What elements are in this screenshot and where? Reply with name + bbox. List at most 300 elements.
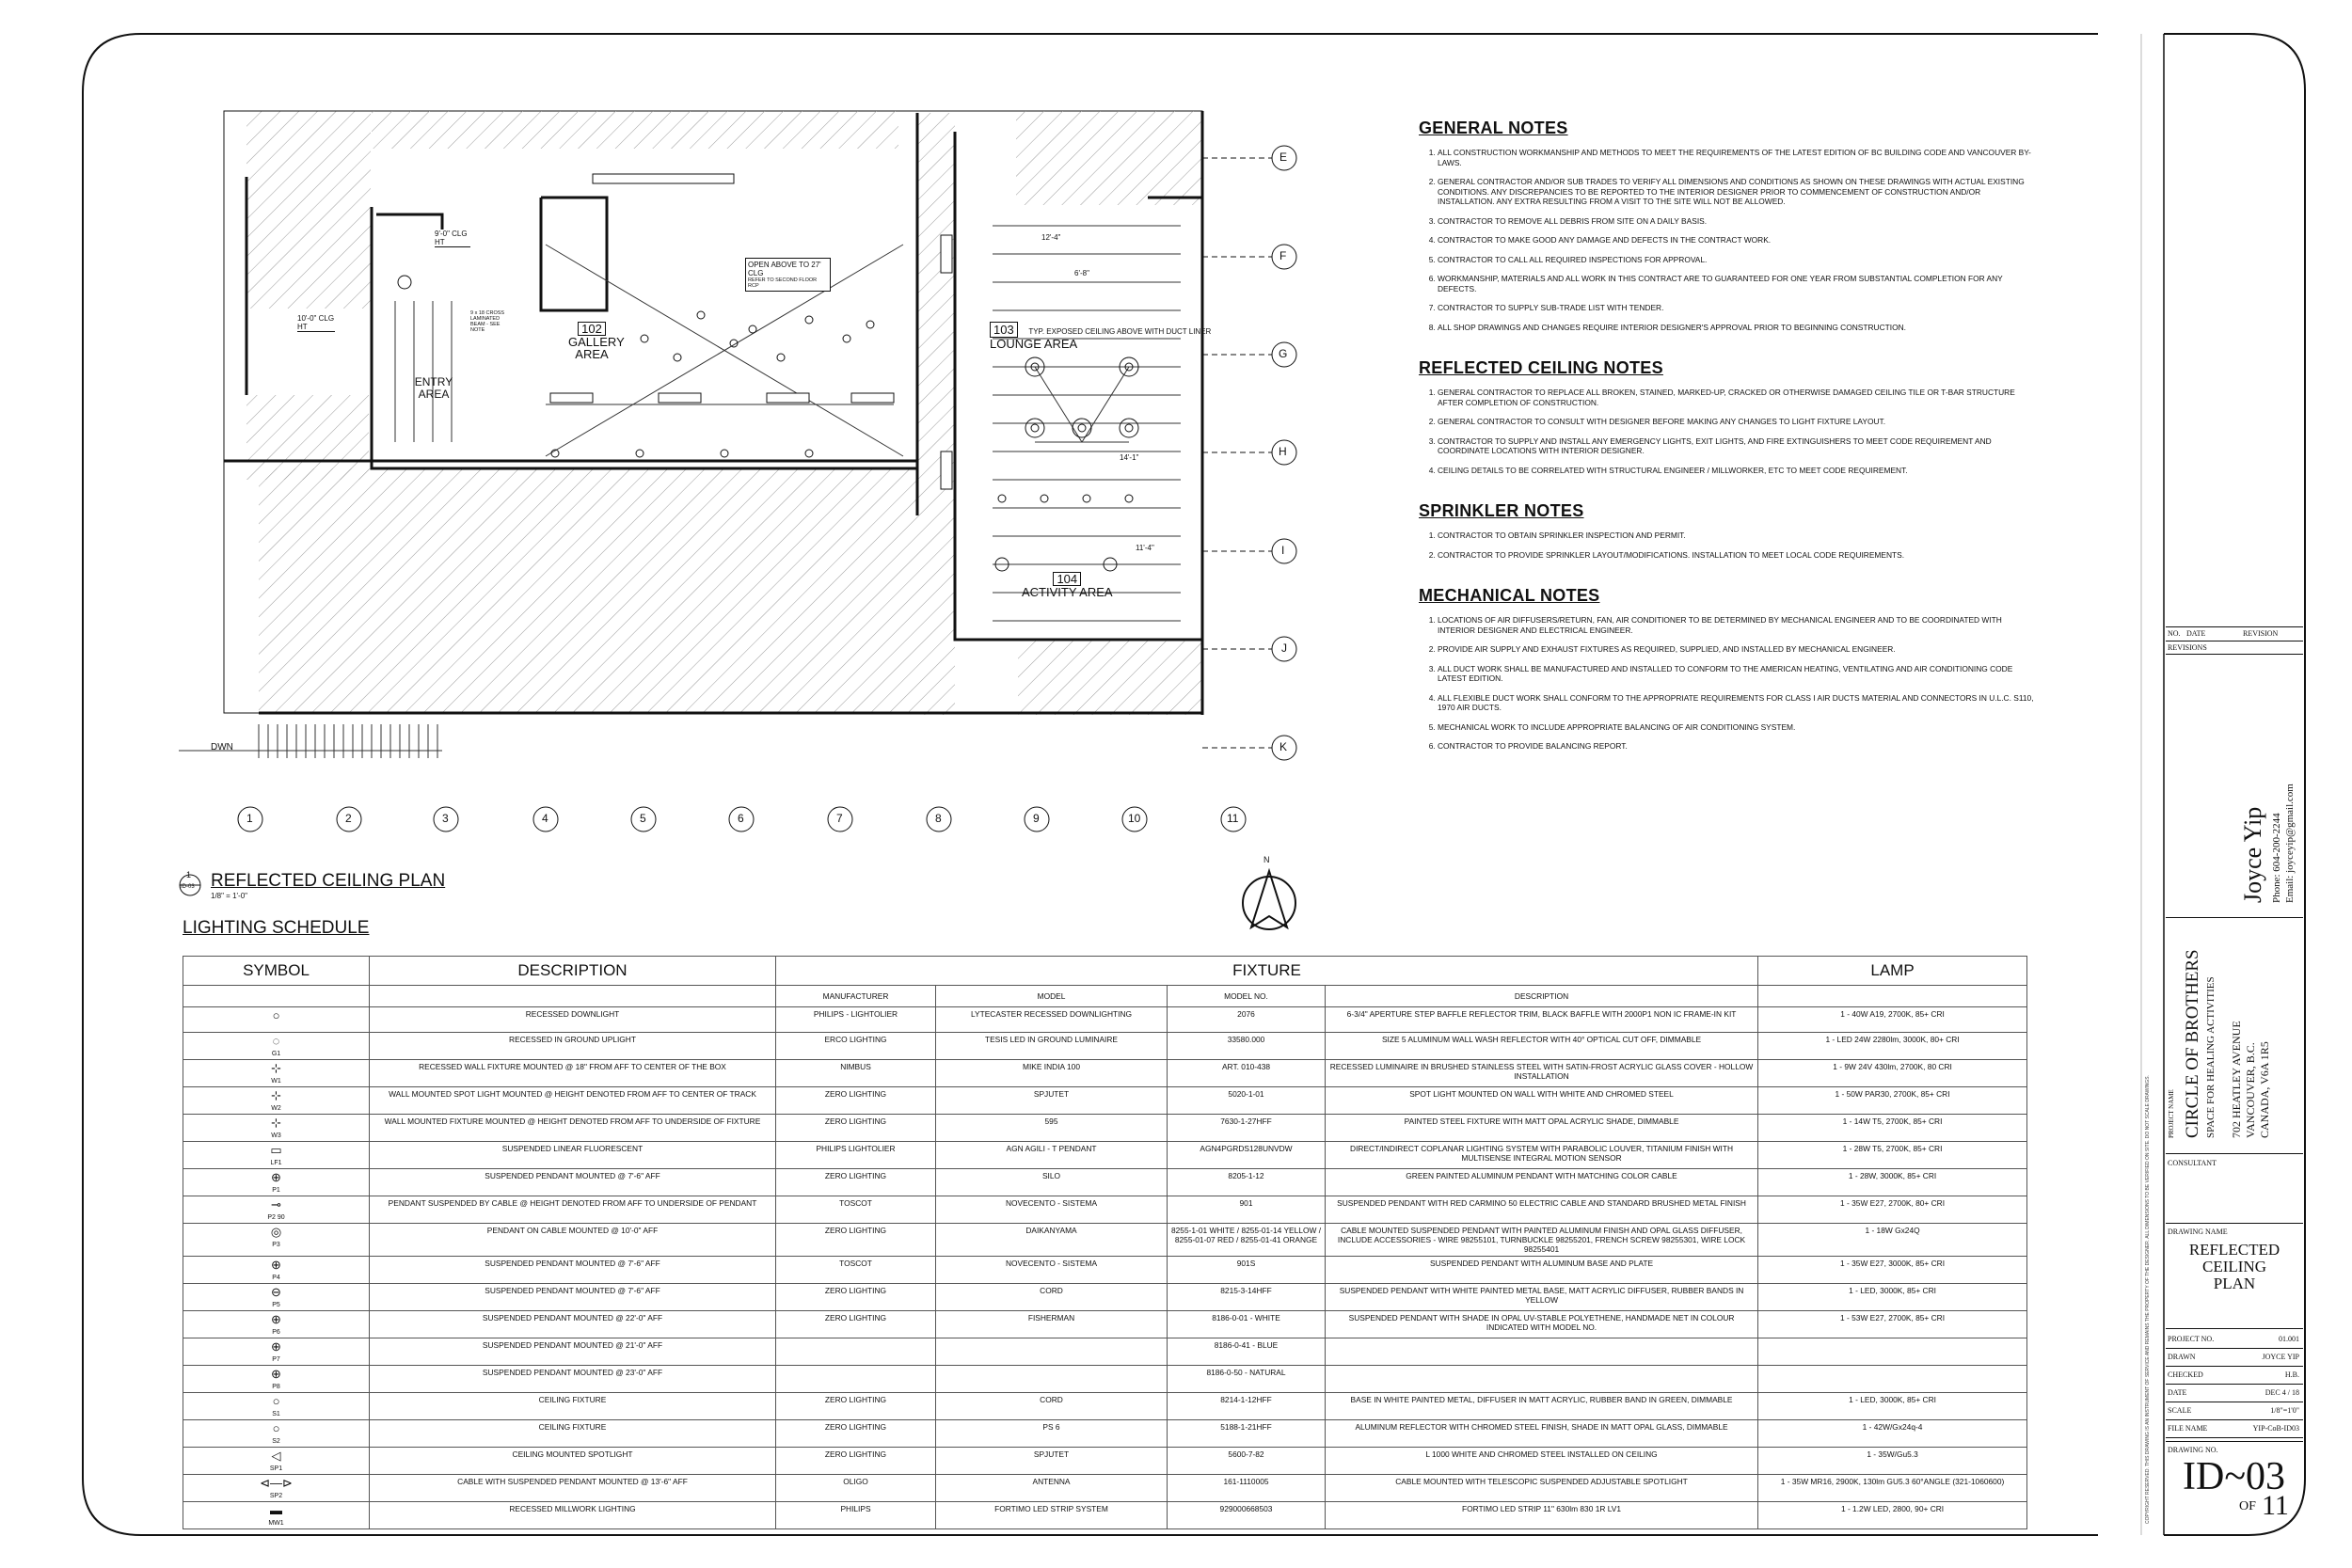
grid-col-label: 7 <box>836 812 843 825</box>
subheader-model: MODEL <box>936 986 1168 1007</box>
subheader-manufacturer: MANUFACTURER <box>776 986 936 1007</box>
cell-fdesc: RECESSED LUMINAIRE IN BRUSHED STAINLESS STEEL WITH SATIN-FROST ACRYLIC GLASS COVER - HOLLOW INSTALLATION <box>1326 1060 1758 1087</box>
cell-desc: SUSPENDED PENDANT MOUNTED @ 7'-6" AFF <box>370 1169 776 1196</box>
cell-desc: SUSPENDED PENDANT MOUNTED @ 7'-6" AFF <box>370 1257 776 1284</box>
fixture-symbol-label: P5 <box>272 1302 280 1308</box>
info-value: 1/8"=1'0" <box>2270 1406 2299 1415</box>
cell-no: 8186-0-50 - NATURAL <box>1168 1366 1326 1393</box>
open-above-text: OPEN ABOVE TO 27' CLG <box>748 261 821 277</box>
note-item: 7. CONTRACTOR TO SUPPLY SUB-TRADE LIST WITH TENDER. <box>1438 303 2040 313</box>
fixture-symbol-icon: ⊹ <box>271 1061 281 1075</box>
fixture-symbol-label: P4 <box>272 1275 280 1281</box>
info-label: DATE <box>2168 1388 2187 1397</box>
header-lamp: LAMP <box>1758 957 2027 986</box>
cell-model <box>936 1366 1168 1393</box>
cell-model: TESIS LED IN GROUND LUMINAIRE <box>936 1033 1168 1060</box>
grid-col-label: 11 <box>1227 812 1239 825</box>
project-name: CIRCLE OF BROTHERS <box>2183 949 2202 1138</box>
symbol-cell <box>183 1224 370 1257</box>
cell-model: NOVECENTO - SISTEMA <box>936 1257 1168 1284</box>
table-row <box>183 1115 2027 1142</box>
note-item: 1. CONTRACTOR TO OBTAIN SPRINKLER INSPECTION AND PERMIT. <box>1438 531 2040 541</box>
fixture-symbol-label: MW1 <box>268 1520 284 1527</box>
fixture-symbol-icon: ◎ <box>270 1225 282 1239</box>
cell-fdesc: SUSPENDED PENDANT WITH SHADE IN OPAL UV-STABLE POLYETHENE, HANDMADE NET IN COLOUR INDICATED WITH MODEL NO. <box>1326 1311 1758 1338</box>
fixture-symbol-label: P1 <box>272 1187 280 1194</box>
cell-no: 8255-1-01 WHITE / 8255-01-14 YELLOW / 8255-01-07 RED / 8255-01-41 ORANGE <box>1168 1224 1326 1257</box>
info-row <box>2166 1331 2303 1349</box>
lighting-schedule-title: LIGHTING SCHEDULE <box>183 918 370 938</box>
designer-name: Joyce Yip <box>2239 806 2266 903</box>
cell-mfr <box>776 1366 936 1393</box>
cell-lamp: 1 - LED, 3000K, 85+ CRI <box>1758 1393 2027 1420</box>
cell-desc: WALL MOUNTED SPOT LIGHT MOUNTED @ HEIGHT DENOTED FROM AFF TO CENTER OF TRACK <box>370 1087 776 1115</box>
cell-mfr: ZERO LIGHTING <box>776 1311 936 1338</box>
cell-mfr <box>776 1338 936 1366</box>
table-row <box>183 1224 2027 1257</box>
cell-model: CORD <box>936 1393 1168 1420</box>
fixture-symbol-icon: ⊹ <box>271 1116 281 1130</box>
consultant-label: CONSULTANT <box>2168 1159 2217 1167</box>
fixture-symbol-icon: ○ <box>272 1394 280 1408</box>
cell-desc: SUSPENDED PENDANT MOUNTED @ 23'-0" AFF <box>370 1366 776 1393</box>
grid-col-label: 2 <box>345 812 352 825</box>
plan-scale: 1/8" = 1'-0" <box>211 892 248 900</box>
cell-lamp: 1 - 35W/Gu5.3 <box>1758 1448 2027 1475</box>
fixture-symbol-label: P3 <box>272 1242 280 1248</box>
grid-row-label: K <box>1279 740 1288 753</box>
cell-fdesc: SPOT LIGHT MOUNTED ON WALL WITH WHITE AND CHROMED STEEL <box>1326 1087 1758 1115</box>
note-item: 2. PROVIDE AIR SUPPLY AND EXHAUST FIXTURES AS REQUIRED, SUPPLIED, AND INSTALLED BY MECHANICAL ENGINEER. <box>1438 644 2040 655</box>
fixture-symbol-icon: ⊕ <box>271 1367 281 1381</box>
info-label: SCALE <box>2168 1406 2192 1415</box>
table-row <box>183 1142 2027 1169</box>
fixture-symbol-icon: ⊖ <box>271 1285 281 1299</box>
cell-model: SPJUTET <box>936 1087 1168 1115</box>
fixture-symbol-icon: ○ <box>272 1421 280 1435</box>
grid-col-label: 1 <box>246 812 253 825</box>
symbol-cell <box>183 1475 370 1502</box>
cell-lamp: 1 - LED, 3000K, 85+ CRI <box>1758 1284 2027 1311</box>
cell-no: 33580.000 <box>1168 1033 1326 1060</box>
project-address-2: VANCOUVER, B.C. <box>2244 1042 2257 1138</box>
cell-model: SILO <box>936 1169 1168 1196</box>
table-row <box>183 1338 2027 1366</box>
designer-email: Email: joyceyip@gmail.com <box>2284 784 2296 903</box>
header-symbol: SYMBOL <box>183 957 370 986</box>
schedule-subheader <box>183 986 2027 1007</box>
symbol-cell <box>183 1169 370 1196</box>
plan-title <box>162 871 445 900</box>
note-item: 3. CONTRACTOR TO SUPPLY AND INSTALL ANY EMERGENCY LIGHTS, EXIT LIGHTS, AND FIRE EXTINGUISHERS TO MEET CODE REQUIREMENT AND COORDINATE LOCATIONS WITH INTERIOR DESIGNER. <box>1438 436 2040 456</box>
note-item: 2. GENERAL CONTRACTOR AND/OR SUB TRADES TO VERIFY ALL DIMENSIONS AND CONDITIONS AS SHOWN ON THESE DRAWINGS WITH ACTUAL EXISTING CONDITIONS. ANY DISCREPANCIES TO BE REPORTED TO THE INTERIOR DESIGNER PRIOR TO COMMENCEMENT OF CONSTRUCTION AND/OR INSTALLATION. ANY EXTRA RESULTING FROM A VISIT TO THE SITE WILL NOT BE ALLOWED. <box>1438 177 2040 207</box>
fixture-symbol-label: SP2 <box>269 1493 283 1499</box>
drawing-no-label: DRAWING NO. <box>2168 1446 2218 1454</box>
table-row <box>183 1420 2027 1448</box>
fixture-symbol-label: P6 <box>272 1329 280 1336</box>
symbol-cell <box>183 1311 370 1338</box>
info-label: DRAWN <box>2168 1353 2196 1361</box>
drawing-name <box>2166 1242 2303 1292</box>
cell-model: NOVECENTO - SISTEMA <box>936 1196 1168 1224</box>
note-item: 3. ALL DUCT WORK SHALL BE MANUFACTURED AND INSTALLED TO CONFORM TO THE AMERICAN HEATING, VENTILATING AND AIR CONDITIONING CODE LATEST EDITION. <box>1438 664 2040 684</box>
table-row <box>183 1007 2027 1033</box>
table-row <box>183 1393 2027 1420</box>
rev-no-label: NO. <box>2168 629 2181 638</box>
room-name: LOUNGE AREA <box>990 337 1078 351</box>
table-row <box>183 1033 2027 1060</box>
note-item: 1. GENERAL CONTRACTOR TO REPLACE ALL BROKEN, STAINED, MARKED-UP, CRACKED OR OTHERWISE DAMAGED CEILING TILE OR T-BAR STRUCTURE AFTER COMPLETION OF CONSTRUCTION. <box>1438 388 2040 407</box>
fixture-symbol-icon: ⊕ <box>271 1170 281 1184</box>
rcp-notes <box>1419 358 2040 475</box>
project-name-label: PROJECT NAME <box>2168 1089 2175 1138</box>
room-tag-lounge <box>990 324 1211 350</box>
cell-lamp: 1 - 42W/Gx24q-4 <box>1758 1420 2027 1448</box>
note-item: 6. CONTRACTOR TO PROVIDE BALANCING REPORT. <box>1438 741 2040 752</box>
fixture-symbol-label: W3 <box>271 1132 281 1139</box>
cell-desc: RECESSED IN GROUND UPLIGHT <box>370 1033 776 1060</box>
table-row <box>183 1087 2027 1115</box>
cell-no: 8186-0-41 - BLUE <box>1168 1338 1326 1366</box>
table-row <box>183 1196 2027 1224</box>
rev-date-label: DATE <box>2186 629 2206 638</box>
table-row <box>183 1311 2027 1338</box>
cell-mfr: TOSCOT <box>776 1257 936 1284</box>
detail-ref: 1 <box>186 870 192 879</box>
fixture-symbol-label: W2 <box>271 1105 281 1112</box>
cell-lamp: 1 - 35W E27, 3000K, 85+ CRI <box>1758 1257 2027 1284</box>
note-item: 5. MECHANICAL WORK TO INCLUDE APPROPRIATE BALANCING OF AIR CONDITIONING SYSTEM. <box>1438 722 2040 733</box>
header-fixture: FIXTURE <box>776 957 1758 986</box>
fixture-symbol-icon: ⊲—⊳ <box>260 1476 293 1490</box>
cell-lamp: 1 - 35W E27, 2700K, 80+ CRI <box>1758 1196 2027 1224</box>
cell-mfr: PHILIPS <box>776 1502 936 1529</box>
cell-no: ART. 010-438 <box>1168 1060 1326 1087</box>
cell-no: 8215-3-14HFF <box>1168 1284 1326 1311</box>
symbol-cell <box>183 1115 370 1142</box>
cell-fdesc: PAINTED STEEL FIXTURE WITH MATT OPAL ACRYLIC SHADE, DIMMABLE <box>1326 1115 1758 1142</box>
rcp-notes-title: REFLECTED CEILING NOTES <box>1419 358 1663 377</box>
note-item: 2. CONTRACTOR TO PROVIDE SPRINKLER LAYOUT/MODIFICATIONS. INSTALLATION TO MEET LOCAL CODE REQUIREMENTS. <box>1438 550 2040 561</box>
symbol-cell <box>183 1338 370 1366</box>
plan-title-text: REFLECTED CEILING PLAN <box>211 871 446 891</box>
cell-desc: RECESSED MILLWORK LIGHTING <box>370 1502 776 1529</box>
general-notes-title: GENERAL NOTES <box>1419 119 1568 137</box>
cell-fdesc: L 1000 WHITE AND CHROMED STEEL INSTALLED ON CEILING <box>1326 1448 1758 1475</box>
disclaimer: COPYRIGHT RESERVED. THIS DRAWING IS AN INSTRUMENT OF SERVICE AND REMAINS THE PROPERTY OF THE DESIGNER. ALL DIMENSIONS TO BE VERIFIED ON SITE. DO NOT SCALE DRAWINGS. <box>2145 1074 2151 1524</box>
info-row <box>2166 1385 2303 1402</box>
mechanical-notes-title: MECHANICAL NOTES <box>1419 586 1600 605</box>
cell-mfr: ZERO LIGHTING <box>776 1420 936 1448</box>
project-subtitle: SPACE FOR HEALING ACTIVITIES <box>2205 976 2217 1138</box>
drawing-name-label: DRAWING NAME <box>2168 1227 2228 1236</box>
cell-fdesc: CABLE MOUNTED SUSPENDED PENDANT WITH PAINTED ALUMINUM FINISH AND OPAL GLASS DIFFUSER, INCLUDE ACCESSORIES - WIRE 98255101, TURNBUCKLE 98255201, FRENCH SCREW 98255301, WIRE LOCK 98255401 <box>1326 1224 1758 1257</box>
note-item: 4. CEILING DETAILS TO BE CORRELATED WITH STRUCTURAL ENGINEER / MILLWORKER, ETC TO MEET CODE REQUIREMENT. <box>1438 466 2040 476</box>
cell-mfr: ZERO LIGHTING <box>776 1284 936 1311</box>
info-value: YIP-CoB-ID03 <box>2252 1424 2299 1433</box>
cell-desc: SUSPENDED PENDANT MOUNTED @ 22'-0" AFF <box>370 1311 776 1338</box>
cell-no: 8186-0-01 - WHITE <box>1168 1311 1326 1338</box>
cell-model: AGN AGILI - T PENDANT <box>936 1142 1168 1169</box>
symbol-cell <box>183 1196 370 1224</box>
cell-fdesc <box>1326 1366 1758 1393</box>
cell-no: 2076 <box>1168 1007 1326 1033</box>
cell-model <box>936 1338 1168 1366</box>
cell-fdesc: SUSPENDED PENDANT WITH RED CARMINO 50 ELECTRIC CABLE AND STANDARD BRUSHED METAL FINISH <box>1326 1196 1758 1224</box>
note-item: 1. LOCATIONS OF AIR DIFFUSERS/RETURN, FAN, AIR CONDITIONER TO BE DETERMINED BY MECHANICAL ENGINEER AND TO BE COORDINATED WITH INTERIOR DESIGNER AND ELECTRICAL ENGINEER. <box>1438 615 2040 635</box>
table-row <box>183 1257 2027 1284</box>
cell-model: FISHERMAN <box>936 1311 1168 1338</box>
fixture-symbol-label: S2 <box>272 1438 280 1445</box>
grid-col-label: 9 <box>1033 812 1040 825</box>
cell-mfr: ZERO LIGHTING <box>776 1115 936 1142</box>
fixture-symbol-icon: ⊸ <box>271 1197 281 1212</box>
fixture-symbol-icon: ▬ <box>270 1503 282 1517</box>
symbol-cell <box>183 1393 370 1420</box>
info-value: H.B. <box>2284 1370 2299 1379</box>
cell-no: 161-1110005 <box>1168 1475 1326 1502</box>
fixture-symbol-label: P8 <box>272 1384 280 1390</box>
grid-col-label: 5 <box>640 812 646 825</box>
room-tag-entry: ENTRY AREA <box>414 375 453 401</box>
cell-no: 901S <box>1168 1257 1326 1284</box>
cell-lamp: 1 - LED 24W 2280lm, 3000K, 80+ CRI <box>1758 1033 2027 1060</box>
note-item: 8. ALL SHOP DRAWINGS AND CHANGES REQUIRE INTERIOR DESIGNER'S APPROVAL PRIOR TO BEGINNING CONSTRUCTION. <box>1438 323 2040 333</box>
cell-fdesc: SUSPENDED PENDANT WITH ALUMINUM BASE AND PLATE <box>1326 1257 1758 1284</box>
symbol-cell <box>183 1502 370 1529</box>
header-description: DESCRIPTION <box>370 957 776 986</box>
cell-lamp <box>1758 1338 2027 1366</box>
symbol-cell <box>183 1060 370 1087</box>
cell-fdesc: ALUMINUM REFLECTOR WITH CHROMED STEEL FINISH, SHADE IN MATT OPAL GLASS, DIMMABLE <box>1326 1420 1758 1448</box>
fixture-symbol-icon: ⊕ <box>271 1258 281 1272</box>
symbol-cell <box>183 1142 370 1169</box>
general-notes <box>1419 119 2040 332</box>
cell-desc: SUSPENDED PENDANT MOUNTED @ 21'-0" AFF <box>370 1338 776 1366</box>
grid-row-label: H <box>1279 445 1287 458</box>
cell-model: ANTENNA <box>936 1475 1168 1502</box>
cell-fdesc: SIZE 5 ALUMINUM WALL WASH REFLECTOR WITH 40° OPTICAL CUT OFF, DIMMABLE <box>1326 1033 1758 1060</box>
dimension-d: 11'-4" <box>1136 544 1154 552</box>
symbol-cell <box>183 1033 370 1060</box>
room-name: ACTIVITY AREA <box>1022 585 1113 599</box>
note-item: 5. CONTRACTOR TO CALL ALL REQUIRED INSPECTIONS FOR APPROVAL. <box>1438 255 2040 265</box>
note-item: 3. CONTRACTOR TO REMOVE ALL DEBRIS FROM SITE ON A DAILY BASIS. <box>1438 216 2040 227</box>
room-number: 104 <box>1053 572 1081 586</box>
cell-model: CORD <box>936 1284 1168 1311</box>
room-number: 103 <box>990 322 1018 338</box>
cell-model: FORTIMO LED STRIP SYSTEM <box>936 1502 1168 1529</box>
room-tag-gallery <box>568 322 625 361</box>
cell-mfr: PHILIPS LIGHTOLIER <box>776 1142 936 1169</box>
cell-lamp: 1 - 9W 24V 430lm, 2700K, 80 CRI <box>1758 1060 2027 1087</box>
cell-lamp: 1 - 40W A19, 2700K, 85+ CRI <box>1758 1007 2027 1033</box>
grid-row-label: F <box>1279 249 1287 262</box>
cell-model: DAIKANYAMA <box>936 1224 1168 1257</box>
cell-fdesc: FORTIMO LED STRIP 11" 630lm 830 1R LV1 <box>1326 1502 1758 1529</box>
cell-mfr: PHILIPS - LIGHTOLIER <box>776 1007 936 1033</box>
revisions-header <box>2166 626 2303 641</box>
open-above-note <box>745 258 831 292</box>
cell-model: PS 6 <box>936 1420 1168 1448</box>
fixture-symbol-label: S1 <box>272 1411 280 1418</box>
grid-col-label: 4 <box>542 812 548 825</box>
drawing-name-line-2: CEILING <box>2202 1258 2266 1275</box>
note-item: 6. WORKMANSHIP, MATERIALS AND ALL WORK IN THIS CONTRACT ARE TO GUARANTEED FOR ONE YEAR FROM SUBSTANTIAL COMPLETION FOR ANY DEFECTS. <box>1438 274 2040 293</box>
sprinkler-notes-title: SPRINKLER NOTES <box>1419 501 1584 520</box>
fixture-symbol-label: P7 <box>272 1356 280 1363</box>
detail-sheet-ref: ID-03 <box>181 884 195 890</box>
cell-mfr: ZERO LIGHTING <box>776 1393 936 1420</box>
dimension-b: 6'-8" <box>1074 269 1089 277</box>
cell-desc: CABLE WITH SUSPENDED PENDANT MOUNTED @ 13'-6" AFF <box>370 1475 776 1502</box>
exposed-ceiling-note: TYP. EXPOSED CEILING ABOVE WITH DUCT LINER <box>1028 327 1212 336</box>
fixture-symbol-icon: ⊕ <box>271 1339 281 1354</box>
cell-fdesc: BASE IN WHITE PAINTED METAL, DIFFUSER IN MATT ACRYLIC, RUBBER BAND IN GREEN, DIMMABLE <box>1326 1393 1758 1420</box>
note-item: 4. CONTRACTOR TO MAKE GOOD ANY DAMAGE AND DEFECTS IN THE CONTRACT WORK. <box>1438 235 2040 245</box>
cell-desc: WALL MOUNTED FIXTURE MOUNTED @ HEIGHT DENOTED FROM AFF TO UNDERSIDE OF FIXTURE <box>370 1115 776 1142</box>
hatch-west <box>246 111 371 309</box>
project-address-1: 702 HEATLEY AVENUE <box>2230 1021 2243 1138</box>
cell-no: 929000668503 <box>1168 1502 1326 1529</box>
symbol-cell <box>183 1007 370 1033</box>
cell-lamp: 1 - 28W T5, 2700K, 85+ CRI <box>1758 1142 2027 1169</box>
cell-lamp: 1 - 28W, 3000K, 85+ CRI <box>1758 1169 2027 1196</box>
rev-revision-label: REVISION <box>2243 629 2279 638</box>
fixture-symbol-label: LF1 <box>270 1160 282 1166</box>
info-value: JOYCE YIP <box>2262 1353 2299 1361</box>
table-row <box>183 1475 2027 1502</box>
fixture-symbol-label: SP1 <box>269 1465 283 1472</box>
schedule-header <box>183 957 2027 986</box>
cell-fdesc: GREEN PAINTED ALUMINUM PENDANT WITH MATCHING COLOR CABLE <box>1326 1169 1758 1196</box>
fixture-symbol-icon: ⊕ <box>271 1312 281 1326</box>
total-sheets: 11 <box>2262 1490 2289 1521</box>
ceiling-height-9: 9'-0" CLG HT <box>435 230 470 247</box>
info-label: PROJECT NO. <box>2168 1335 2215 1343</box>
table-row <box>183 1448 2027 1475</box>
info-row <box>2166 1349 2303 1367</box>
cell-desc: PENDANT ON CABLE MOUNTED @ 10'-0" AFF <box>370 1224 776 1257</box>
cell-no: 8214-1-12HFF <box>1168 1393 1326 1420</box>
notes-panel <box>1419 119 2040 778</box>
cell-model: MIKE INDIA 100 <box>936 1060 1168 1087</box>
drawing-name-line-3: PLAN <box>2213 1275 2256 1292</box>
fixture-symbol-icon: ◁ <box>271 1449 281 1463</box>
info-row <box>2166 1402 2303 1420</box>
fixture-symbol-icon: ○ <box>272 1008 280 1022</box>
open-above-ref: REFER TO SECOND FLOOR RCP <box>748 277 818 289</box>
note-item: 2. GENERAL CONTRACTOR TO CONSULT WITH DESIGNER BEFORE MAKING ANY CHANGES TO LIGHT FIXTURE LAYOUT. <box>1438 417 2040 427</box>
cell-desc: CEILING MOUNTED SPOTLIGHT <box>370 1448 776 1475</box>
symbol-cell <box>183 1087 370 1115</box>
info-row <box>2166 1367 2303 1385</box>
cell-no: 7630-1-27HFF <box>1168 1115 1326 1142</box>
of-label: OF <box>2239 1499 2256 1513</box>
mechanical-notes <box>1419 586 2040 752</box>
drawing-number: ID~03 <box>2183 1455 2286 1498</box>
grid-col-label: 3 <box>442 812 449 825</box>
note-item: 4. ALL FLEXIBLE DUCT WORK SHALL CONFORM TO THE APPROPRIATE REQUIREMENTS FOR CLASS I AIR DUCTS MATERIAL AND CONNECTORS IN U.L.C. S110, 1970 AIR DUCTS. <box>1438 693 2040 713</box>
cell-mfr: NIMBUS <box>776 1060 936 1087</box>
cell-no: 5600-7-82 <box>1168 1448 1326 1475</box>
cell-fdesc: CABLE MOUNTED WITH TELESCOPIC SUSPENDED ADJUSTABLE SPOTLIGHT <box>1326 1475 1758 1502</box>
cell-mfr: TOSCOT <box>776 1196 936 1224</box>
fixture-symbol-icon: ◌ <box>272 1034 280 1048</box>
cell-model: LYTECASTER RECESSED DOWNLIGHTING <box>936 1007 1168 1033</box>
cell-desc: PENDANT SUSPENDED BY CABLE @ HEIGHT DENOTED FROM AFF TO UNDERSIDE OF PENDANT <box>370 1196 776 1224</box>
fixture-symbol-label: W1 <box>271 1078 281 1085</box>
fixture-symbol-icon: ⊹ <box>271 1088 281 1102</box>
cell-mfr: ERCO LIGHTING <box>776 1033 936 1060</box>
cell-no: 901 <box>1168 1196 1326 1224</box>
sprinkler-notes <box>1419 501 2040 560</box>
cell-mfr: ZERO LIGHTING <box>776 1224 936 1257</box>
cell-desc: SUSPENDED PENDANT MOUNTED @ 7'-6" AFF <box>370 1284 776 1311</box>
table-row <box>183 1169 2027 1196</box>
cell-mfr: ZERO LIGHTING <box>776 1169 936 1196</box>
designer-phone: Phone: 604-200-2244 <box>2271 813 2282 903</box>
cell-no: 5020-1-01 <box>1168 1087 1326 1115</box>
table-row <box>183 1060 2027 1087</box>
cell-mfr: OLIGO <box>776 1475 936 1502</box>
cell-fdesc: SUSPENDED PENDANT WITH WHITE PAINTED METAL BASE, MATT ACRYLIC DIFFUSER, RUBBER BANDS IN YELLOW <box>1326 1284 1758 1311</box>
cell-desc: SUSPENDED LINEAR FLUORESCENT <box>370 1142 776 1169</box>
cell-desc: CEILING FIXTURE <box>370 1393 776 1420</box>
cell-model: SPJUTET <box>936 1448 1168 1475</box>
cell-lamp: 1 - 18W Gx24Q <box>1758 1224 2027 1257</box>
lighting-schedule-table <box>183 956 2027 1529</box>
symbol-cell <box>183 1284 370 1311</box>
dimension-c: 14'-1" <box>1120 453 1139 462</box>
info-label: FILE NAME <box>2168 1424 2208 1433</box>
cell-lamp: 1 - 14W T5, 2700K, 85+ CRI <box>1758 1115 2027 1142</box>
cell-lamp <box>1758 1366 2027 1393</box>
cell-desc: RECESSED WALL FIXTURE MOUNTED @ 18" FROM AFF TO CENTER OF THE BOX <box>370 1060 776 1087</box>
cell-no: 5188-1-21HFF <box>1168 1420 1326 1448</box>
cell-lamp: 1 - 50W PAR30, 2700K, 85+ CRI <box>1758 1087 2027 1115</box>
symbol-cell <box>183 1448 370 1475</box>
symbol-cell <box>183 1366 370 1393</box>
cell-mfr: ZERO LIGHTING <box>776 1448 936 1475</box>
cell-no: AGN4PGRDS128UNVDW <box>1168 1142 1326 1169</box>
beam-note: 9 x 18 CROSS LAMINATED BEAM - SEE NOTE <box>470 310 516 333</box>
grid-row-label: I <box>1281 544 1285 557</box>
ceiling-height-10: 10'-0" CLG HT <box>297 314 335 331</box>
cell-fdesc <box>1326 1338 1758 1366</box>
title-block-info <box>2166 1331 2303 1438</box>
note-item: 1. ALL CONSTRUCTION WORKMANSHIP AND METHODS TO MEET THE REQUIREMENTS OF THE LATEST EDITION OF BC BUILDING CODE AND VANCOUVER BY-LAWS. <box>1438 148 2040 167</box>
fixture-symbol-label: G1 <box>271 1051 281 1057</box>
info-row <box>2166 1420 2303 1438</box>
info-value: 01.001 <box>2279 1335 2299 1343</box>
north-arrow-icon <box>1243 871 1295 929</box>
table-row <box>183 1366 2027 1393</box>
grid-col-label: 10 <box>1128 812 1141 825</box>
symbol-cell <box>183 1420 370 1448</box>
room-name: GALLERY AREA <box>568 335 625 361</box>
grid-row-label: G <box>1279 347 1288 360</box>
room-tag-activity <box>1022 572 1113 598</box>
cell-lamp: 1 - 53W E27, 2700K, 85+ CRI <box>1758 1311 2027 1338</box>
subheader-model-no: MODEL NO. <box>1168 986 1326 1007</box>
cell-desc: CEILING FIXTURE <box>370 1420 776 1448</box>
cell-desc: RECESSED DOWNLIGHT <box>370 1007 776 1033</box>
symbol-cell <box>183 1257 370 1284</box>
dimension-a: 12'-4" <box>1041 233 1061 242</box>
table-row <box>183 1502 2027 1529</box>
drawing-name-line-1: REFLECTED <box>2188 1241 2280 1259</box>
